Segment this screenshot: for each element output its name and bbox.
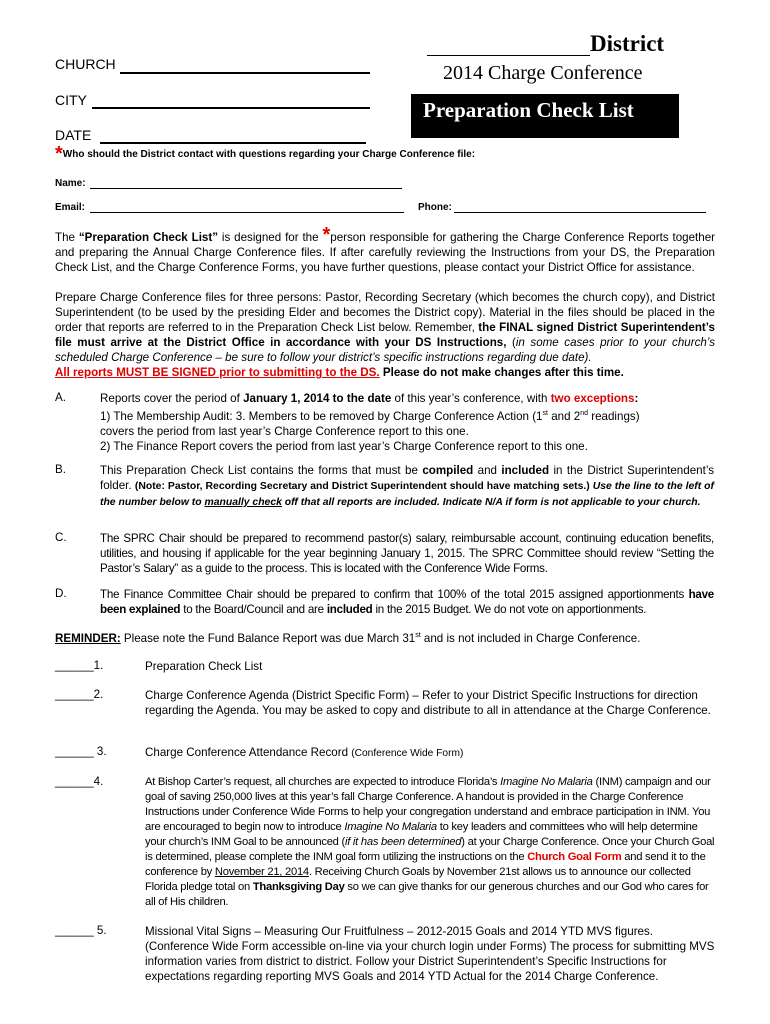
intro-paragraph-2: Prepare Charge Conference files for three persons: Pastor, Recording Secretary (which becomes the church copy), and District Superintendent (to be used by the presiding Elder and becomes the District copy). Material in the files should be placed in the order that reports are referred to in the Preparation Check List below. Remember, the FINAL signed District Superintendent’s file must arrive at the District Office in accordance with your DS Instructions, (in some cases prior to your church’s scheduled Charge Conference – be sure to follow your district’s specific instructions regarding due date). [55,291,716,364]
item-c-letter: C. [55,531,67,544]
check-3-line[interactable]: ______ 3. [55,745,107,758]
item-b-text: This Preparation Check List contains the forms that must be compiled and included in the District Superintendent’s folder. (Note: Pastor, Recording Secretary and District Superintendent should have matching sets.) Use the line to the left of the number below to manually check off that all reports are included. Indicate N/A if form is not applicable to your church. [100,464,714,508]
church-field[interactable] [120,72,370,74]
check-5-line[interactable]: ______ 5. [55,924,107,937]
check-3-text: Charge Conference Attendance Record (Conference Wide Form) [145,746,464,759]
item-a-text: Reports cover the period of January 1, 2014 to the date of this year’s conference, with two exceptions: 1) The Membership Audit: 3. Members to be removed by Charge Conference Action (1st and 2nd readings) covers the period from last year’s Charge Conference report to this one. 2) The Finance Report covers the period from last year’s Charge Conference report to this one. [100,392,640,453]
phone-field[interactable] [454,212,706,213]
item-b-letter: B. [55,463,66,476]
check-1-text: Preparation Check List [145,660,263,673]
email-field[interactable] [90,212,404,213]
item-a-letter: A. [55,391,66,404]
check-1-line[interactable]: ______1. [55,659,104,672]
contact-question: *Who should the District contact with questions regarding your Charge Conference file: [55,143,476,165]
checklist-title: Preparation Check List [423,98,634,122]
date-label: DATE [55,127,92,143]
checklist-title-box [411,94,679,138]
check-2-line[interactable]: ______2. [55,688,104,701]
intro-paragraph-1: The “Preparation Check List” is designed for the *person responsible for gathering the Charge Conference Reports together and preparing the Annual Charge Conference files. If after carefully reviewing the Instructions from your DS, the Preparation Check List, and the Charge Conference Forms, you have further questions, please contact your District Office for assistance. [55,224,716,274]
must-be-signed-warning: All reports MUST BE SIGNED prior to submitting to the DS. [55,366,380,379]
item-d-text: The Finance Committee Chair should be prepared to confirm that 100% of the total 2015 assigned apportionments have been explained to the Board/Council and are included in the 2015 Budget. We do not vote on apportionments. [100,588,714,616]
item-d-letter: D. [55,587,67,600]
district-heading: District [590,31,665,56]
city-field[interactable] [92,107,370,109]
reminder-label: REMINDER: [55,632,121,645]
check-4-text: At Bishop Carter’s request, all churches are expected to introduce Florida’s Imagine No Malaria (INM) campaign and our goal of saving 250,000 lives at this year’s fall Charge Conference. A handout is provided in the Charge Conference Instructions under Conference Wide Forms to help your congregation understand and embrace participation in INM. You are encouraged to begin now to introduce Imagine No Malaria to key leaders and committees who will help determine your church’s INM Goal to be announced (if it has been determined) at your Charge Conference. Once your Church Goal is determined, please complete the INM goal form utilizing the instructions on the Church Goal Form and send it to the conference by November 21, 2014. Receiving Church Goals by November 21st allows us to announce our collected Florida pledge total on Thanksgiving Day so we can give thanks for our generous churches and our God who cares for all of His children. [145,776,715,908]
check-4-line[interactable]: ______4. [55,775,104,788]
district-name-field[interactable] [427,55,590,56]
asterisk-mark: * [322,224,331,246]
reminder-line: REMINDER: Please note the Fund Balance Report was due March 31st and is not included in Charge Conference. [55,632,641,645]
conference-heading: 2014 Charge Conference [443,62,643,84]
signing-notice: All reports MUST BE SIGNED prior to submitting to the DS. Please do not make changes after this time. [55,366,624,379]
check-2-text: Charge Conference Agenda (District Specific Form) – Refer to your District Specific Instructions for direction regarding the Agenda. You may be asked to copy and distribute to all in attendance at the Charge Conference. [145,689,711,717]
name-label: Name: [55,178,86,189]
email-label: Email: [55,202,86,213]
city-label: CITY [55,92,87,108]
name-field[interactable] [90,188,402,189]
asterisk-mark: * [55,143,63,165]
phone-label: Phone: [418,202,452,213]
item-c-text: The SPRC Chair should be prepared to recommend pastor(s) salary, reimbursable account, continuing education benefits, utilities, and housing if applicable for the year beginning January 1, 2015. The SPRC Committee should review “Setting the Pastor’s Salary” as a guide to the process. This is located with the Conference Wide Forms. [100,532,714,575]
church-goal-form-link: Church Goal Form [527,851,622,863]
church-label: CHURCH [55,56,116,72]
check-5-text: Missional Vital Signs – Measuring Our Fruitfulness – 2012-2015 Goals and 2014 YTD MVS figures. (Conference Wide Form accessible on-line via your church login under Forms) The process for submitting MVS information varies from district to district. Follow your District Superintendent’s Specific Instructions for expectations regarding reporting MVS Goals and 2014 YTD Actual for the 2014 Charge Conference. [145,925,715,983]
date-field[interactable] [100,142,366,144]
